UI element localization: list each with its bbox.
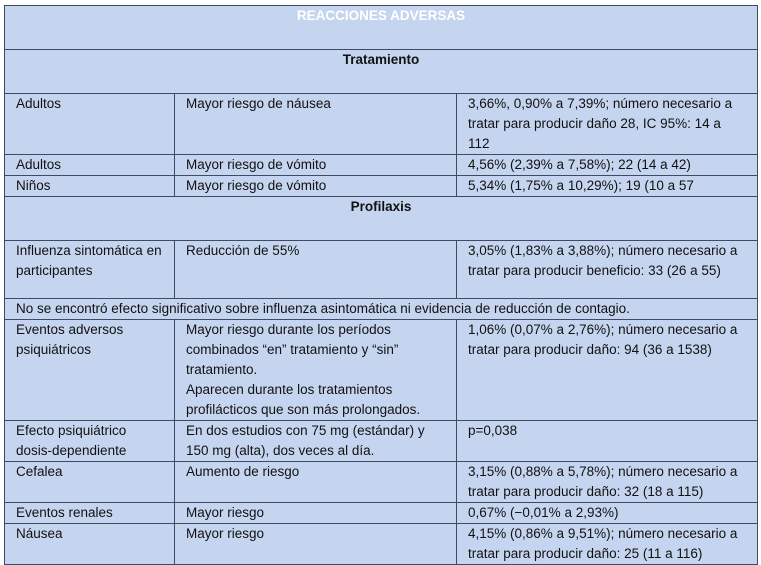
value-cell: 0,67% (−0,01% a 2,93%)	[457, 503, 758, 524]
table-row	[5, 320, 758, 421]
section-header-profilaxis: Profilaxis	[5, 197, 758, 241]
table-row	[5, 155, 758, 176]
table-row	[5, 241, 758, 299]
table-row	[5, 176, 758, 197]
effect-cell: Mayor riesgo de vómito	[175, 176, 457, 197]
value-cell: 1,06% (0,07% a 2,76%); número necesario a tratar para producir daño: 94 (36 a 1538)	[457, 320, 758, 421]
population-cell: Influenza sintomática en participantes	[5, 241, 175, 299]
table-row	[5, 503, 758, 524]
title-row	[5, 6, 758, 50]
population-cell: Eventos adversos psiquiátricos	[5, 320, 175, 421]
value-cell: 4,15% (0,86% a 9,51%); número necesario a tratar para producir daño: 25 (11 a 116)	[457, 524, 758, 565]
population-cell: Náusea	[5, 524, 175, 565]
adverse-reactions-table	[4, 5, 758, 565]
effect-cell: Mayor riesgo de vómito	[175, 155, 457, 176]
table-row	[5, 421, 758, 462]
table-row	[5, 94, 758, 155]
effect-cell: Mayor riesgo durante los períodos combinados “en” tratamiento y “sin” tratamiento. Aparecen durante los tratamientos profilácticos que son más prolongados.	[175, 320, 457, 421]
population-cell: Niños	[5, 176, 175, 197]
value-cell: 3,05% (1,83% a 3,88%); número necesario a tratar para producir beneficio: 33 (26 a 55)	[457, 241, 758, 299]
value-cell: 4,56% (2,39% a 7,58%); 22 (14 a 42)	[457, 155, 758, 176]
table-row	[5, 462, 758, 503]
population-cell: Adultos	[5, 94, 175, 155]
population-cell: Adultos	[5, 155, 175, 176]
section-header-tratamiento: Tratamiento	[5, 50, 758, 94]
table-row	[5, 524, 758, 565]
value-cell: 5,34% (1,75% a 10,29%); 19 (10 a 57	[457, 176, 758, 197]
effect-cell: Mayor riesgo de náusea	[175, 94, 457, 155]
value-cell: 3,15% (0,88% a 5,78%); número necesario a tratar para producir daño: 32 (18 a 115)	[457, 462, 758, 503]
population-cell: Cefalea	[5, 462, 175, 503]
population-cell: Eventos renales	[5, 503, 175, 524]
section-row	[5, 50, 758, 94]
table-title: REACCIONES ADVERSAS	[5, 6, 758, 50]
population-cell: Efecto psiquiátrico dosis-dependiente	[5, 421, 175, 462]
effect-cell: En dos estudios con 75 mg (estándar) y 150 mg (alta), dos veces al día.	[175, 421, 457, 462]
section-row	[5, 197, 758, 241]
effect-cell: Mayor riesgo	[175, 503, 457, 524]
effect-cell: Mayor riesgo	[175, 524, 457, 565]
effect-cell: Reducción de 55%	[175, 241, 457, 299]
value-cell: 3,66%, 0,90% a 7,39%; número necesario a tratar para producir daño 28, IC 95%: 14 a 112	[457, 94, 758, 155]
value-cell: p=0,038	[457, 421, 758, 462]
effect-cell: Aumento de riesgo	[175, 462, 457, 503]
note-cell: No se encontró efecto significativo sobre influenza asintomática ni evidencia de reducción de contagio.	[5, 299, 758, 320]
note-row	[5, 299, 758, 320]
